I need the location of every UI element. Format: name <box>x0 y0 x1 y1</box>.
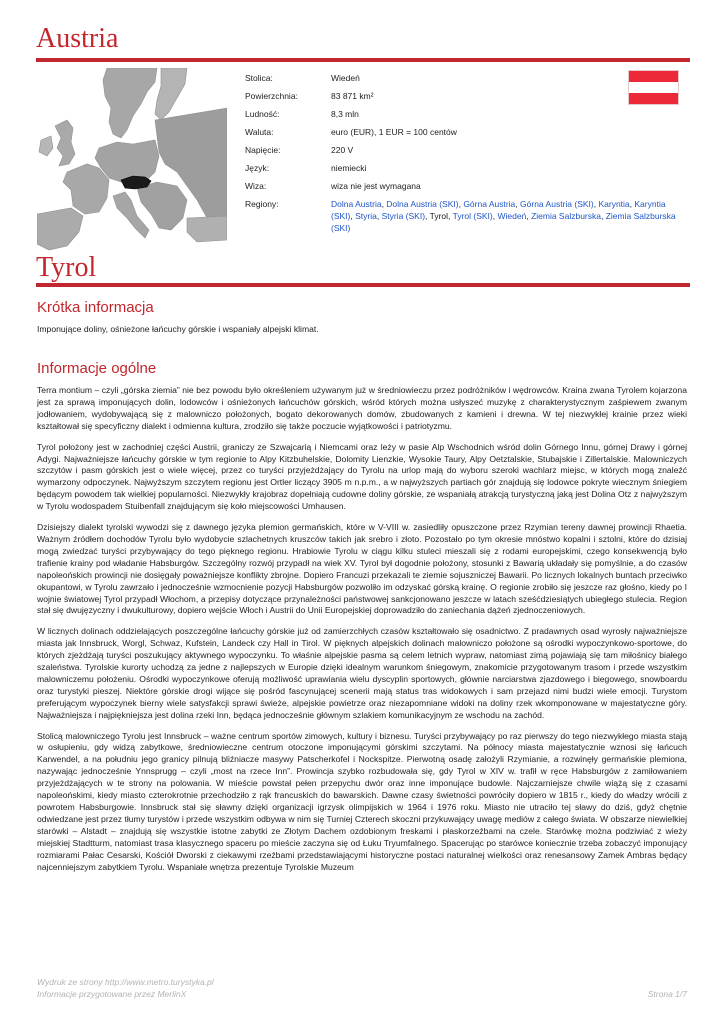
paragraph: Tyrol położony jest w zachodniej części Austrii, graniczy ze Szwajcarią i Niemcami oraz leży w pasie Alp Wschodnich wśród dolin Górnego Innu, górnej Drawy i górnej Adygi. Najważniejsze łańcuchy górskie w tym regionie to Alpy Kitzbuhelskie, Dolomity Lienzkie, Wysokie Taury, Alpy Oetztalskie, Stubajskie i Zillertalskie. Malowniczych szczytów i pasm górskich jest o wiele więcej, przez co turyści przyjeżdżający do Tyrolu na urlop mają do wyboru szeroki wachlarz miejsc, w których mogą znaleźć wymarzony odpoczynek. Najwyższym szczytem regionu jest Ortler liczący 3905 m n.p.m., a w najwyższych partiach gór znajdują się lodowce pokryte wiecznym śniegiem będącym powodem tak wielkiej popularności. Niezwykły krajobraz dopełniają cudowne doliny górskie, ze wspaniałą atrakcją turystyczną jaką jest Dolina Otz z najwyższym w Tyrolu wodospadem Stuibenfall znajdującym się koło miejscowości Umhausen. <box>37 441 687 512</box>
paragraph: Terra montium – czyli „górska ziemia” nie bez powodu było określeniem używanym już w średniowieczu przez podróżników i wędrowców. Kraina zwana Tyrolem kojarzona jest za sprawą imponujących dolin, lodowców i ośnieżonych łańcuchów górskich, wśród których można usłyszeć muzykę z charakterystycznym zaśpiewem zwanym jodłowaniem, wydobywającą się z malowniczo położonych, bogato dekorowanych domów, zbudowanych z kamieni i drewna. W tej niezwykłej krainie przez wieki kształtował się specyficzny dialekt i odmienna kultura, zrodziło się także poczucie wyjątkowości i patriotyzmu. <box>37 385 687 431</box>
info-value: 83 871 km² <box>331 91 374 101</box>
region-divider <box>36 283 690 287</box>
general-info-body <box>37 385 687 882</box>
info-key: Napięcie: <box>245 145 281 155</box>
europe-map-image <box>37 68 227 258</box>
country-title: Austria <box>36 23 119 54</box>
footer-credit: Informacje przygotowane przez MerlinX <box>37 989 187 999</box>
paragraph: W licznych dolinach oddzielających poszczególne łańcuchy górskie już od zamierzchłych czasów kształtowało się osadnictwo. Z pradawnych osad wyrosły najważniejsze miasta jak Innsbruck, Worgl, Schwaz, Kufstein, Landeck czy Hall in Tirol. W pięknych alpejskich dolinach malowniczo położone są ośrodki wypoczynkowo-sportowe, do których zjeżdżają turyści poszukujący aktywnego wypoczynku. To właśnie alpejskie pasma są celem letnich wypraw, natomiast zimą pojawiają się tam miłośnicy białego szaleństwa. Tyrolskie kurorty uchodzą za jedne z najlepszych w Europie dzięki idealnym warunkom śniegowym, znakomicie przygotowanym trasom i przede wszystkim malowniczemu położeniu. Ośrodki wypoczynkowe oferują możliwość uprawiania wielu dyscyplin sportowych, głównie narciarstwa zjazdowego i biegowego, snowboardu oraz turystyki pieszej. Niektóre górskie drogi wijące się pośród fascynującej scenerii mają status tras widokowych i sam przejazd nimi budzi wiele emocji. Turystom preferującym wypoczynek bierny wiele satysfakcji sprawi świeże, alpejskie powietrze oraz niezapomniane widoki na doliny rzek wkomponowane w majestatyczne góry. Najważniejsza i najpiękniejsza jest dolina rzeki Inn, będąca jednocześnie głównym szlakiem komunikacyjnym ze wschodu na zachód. <box>37 626 687 720</box>
flag-stripe-top <box>629 71 678 82</box>
info-value: Wiedeń <box>331 73 360 83</box>
flag-stripe-bottom <box>629 93 678 104</box>
region-link[interactable]: Ziemia Salzburska <box>531 211 601 221</box>
info-row <box>245 180 685 198</box>
info-key: Powierzchnia: <box>245 91 298 101</box>
country-info-table <box>245 72 685 234</box>
region-link[interactable]: Wiedeń <box>497 211 527 221</box>
info-value: 220 V <box>331 145 354 155</box>
page-footer <box>37 976 687 1000</box>
info-key: Język: <box>245 163 270 173</box>
info-key: Waluta: <box>245 127 274 137</box>
info-key: Stolica: <box>245 73 273 83</box>
regions-label: Regiony: <box>245 199 279 209</box>
info-row <box>245 126 685 144</box>
title-divider <box>36 58 690 62</box>
paragraph: Stolicą malowniczego Tyrolu jest Innsbruck – ważne centrum sportów zimowych, kultury i biznesu. Turyści przybywający po raz pierwszy do tego niezwykłego miasta stają w osłupieniu, gdy widzą zabytkowe, średniowieczne centrum otoczone imponującymi górskimi szczytami. Na północy miasta majestatycznie wznosi się łańcuch Karwendel, a na południu jego granicy pilnują bliźniacze masywy Patscherkofel i Nockspitze. Pierwotną osadę założyli Rzymianie, a rozwinęły germańskie plemiona, nazywając jednocześnie Ynnsprugg – czyli „most na rzece Inn”. Prowincja szybko rozbudowała się, gdy Tyrol w XIV w. trafił w ręce Habsburgów z zamiłowaniem przyjeżdżających w te strony na polowania. W mieście powstał pełen przepychu dwór oraz inne imponujące budowle. Najczarniejsze chwile wiążą się z czasami napoleońskimi, kiedy miasto czterokrotnie przechodziło z rąk francuskich do bawarskich. Dawne czasy świetności powróciły dopiero w 1815 r., kiedy do władzy wrócili z powrotem Habsburgowie. Innsbruck stał się sławny dzięki organizacji igrzysk olimpijskich w 1964 i 1976 roku. Miasto nie utraciło tej sławy do dziś, gdyż chętnie odwiedzane jest przez tłumy turystów i przede wszystkim odbywa w nim się Turniej Czterech skoczni przykuwający uwagę mediów z całego świata. W obszarze niewielkiej starówki – Alstadt – znajdują się wszystkie istotne zabytki ze Złotym Dachem ozdobionym freskami i płaskorzeźbami na czele. Starówkę można podziwiać z wieży miejskiej Stadtturm, natomiast trasa klasycznego spaceru po mieście zaczyna się od Łuku Tryumfalnego. Spacerując po starówce koniecznie trzeba zobaczyć imponujący rozmiarami Pałac Cesarski, Kościół Dworski z ciekawymi rzeźbami przedstawiającymi historyczne postaci naturalnej wielkości oraz renesansowy Zamek Ambras będący najcenniejszym zabytkiem Tyrolu. Wspaniałe wnętrza prezentuje Tyrolskie Muzeum <box>37 730 687 872</box>
short-info-text: Imponujące doliny, ośnieżone łańcuchy górskie i wspaniały alpejski klimat. <box>37 324 319 334</box>
austria-flag-icon <box>628 70 679 105</box>
region-text: Tyrol <box>429 211 449 221</box>
info-value: niemiecki <box>331 163 367 173</box>
region-link[interactable]: Styria (SKI) <box>381 211 426 221</box>
general-info-heading: Informacje ogólne <box>37 360 157 377</box>
short-info-heading: Krótka informacja <box>37 299 154 316</box>
info-row <box>245 162 685 180</box>
info-value: euro (EUR), 1 EUR = 100 centów <box>331 127 457 137</box>
region-link[interactable]: Dolna Austria (SKI) <box>386 199 459 209</box>
region-link[interactable]: Styria <box>355 211 377 221</box>
flag-stripe-middle <box>629 82 678 93</box>
region-link[interactable]: Karyntia <box>598 199 630 209</box>
paragraph: Dzisiejszy dialekt tyrolski wywodzi się z dawnego języka plemion germańskich, które w V-VIII w. zasiedliły opuszczone przez Rzymian tereny dawnej prowincji Rhaetia. Ważnym źródłem dochodów Tyrolu było wydobycie szlachetnych kruszców takich jak srebro i złoto. Pozostało po tym okresie mnóstwo kopalni i sztolni, które do dzisiaj mogą zwiedzać turyści przybywający do tego pięknego regionu. Hrabiowie Tyrolu w ciągu kilku stuleci mieszali się z rodami europejskimi, czego konsekwencją było trafienie krainy pod władanie Habsburgów. Szczególny rozwój przypadł na wiek XV. Tyrol był dogodnie położony, stosunki z Bawarią układały się pomyślnie, a do czasów napoleońskich prowincji nie dosięgały poważniejsze konflikty zbrojne. Dopiero Francuzi przekazali te ziemie sojuszniczej Bawarii. Po licznych lokalnych buntach przeciwko okupantowi, w Tyrolu zawrzało i jednocześnie wzmocnienie pozycji Habsburgów pozwoliło im odzyskać górską krainę. O regionie zrobiło się jeszcze raz głośno, kiedy po I wojnie światowej Tyrol przypadł Włochom, a przepisy dotyczące przynależności państwowej sankcjonowano jeszcze w latach sześćdziesiątych ubiegłego stulecia. Region stał się dwujęzyczny i dwukulturowy, dopiero wejście Włoch i Austrii do Unii Europejskiej doprowadziło do zaniechania dążeń zjednoczeniowych. <box>37 522 687 616</box>
info-value: wiza nie jest wymagana <box>331 181 421 191</box>
region-link[interactable]: Ziemia Salzburska (SKI) <box>331 211 676 233</box>
region-link[interactable]: Tyrol (SKI) <box>452 211 493 221</box>
info-key: Wiza: <box>245 181 267 191</box>
info-key: Ludność: <box>245 109 280 119</box>
region-title: Tyrol <box>36 252 97 283</box>
regions-list: Dolna Austria, Dolna Austria (SKI), Górna Austria, Górna Austria (SKI), Karyntia, Karyntia (SKI), Styria, Styria (SKI), Tyrol, Tyrol (SKI), Wiedeń, Ziemia Salzburska, Ziemia Salzburska (SKI) <box>331 199 676 233</box>
region-link[interactable]: Górna Austria (SKI) <box>520 199 594 209</box>
region-link[interactable]: Dolna Austria <box>331 199 382 209</box>
info-value: 8,3 mln <box>331 109 359 119</box>
info-row <box>245 144 685 162</box>
info-row <box>245 72 685 90</box>
info-row <box>245 108 685 126</box>
region-link[interactable]: Karyntia (SKI) <box>331 199 666 221</box>
info-row <box>245 90 685 108</box>
page-number: Strona 1/7 <box>647 989 687 999</box>
footer-source: Wydruk ze strony http://www.metro.turystyka.pl <box>37 977 214 987</box>
region-link[interactable]: Górna Austria <box>463 199 516 209</box>
